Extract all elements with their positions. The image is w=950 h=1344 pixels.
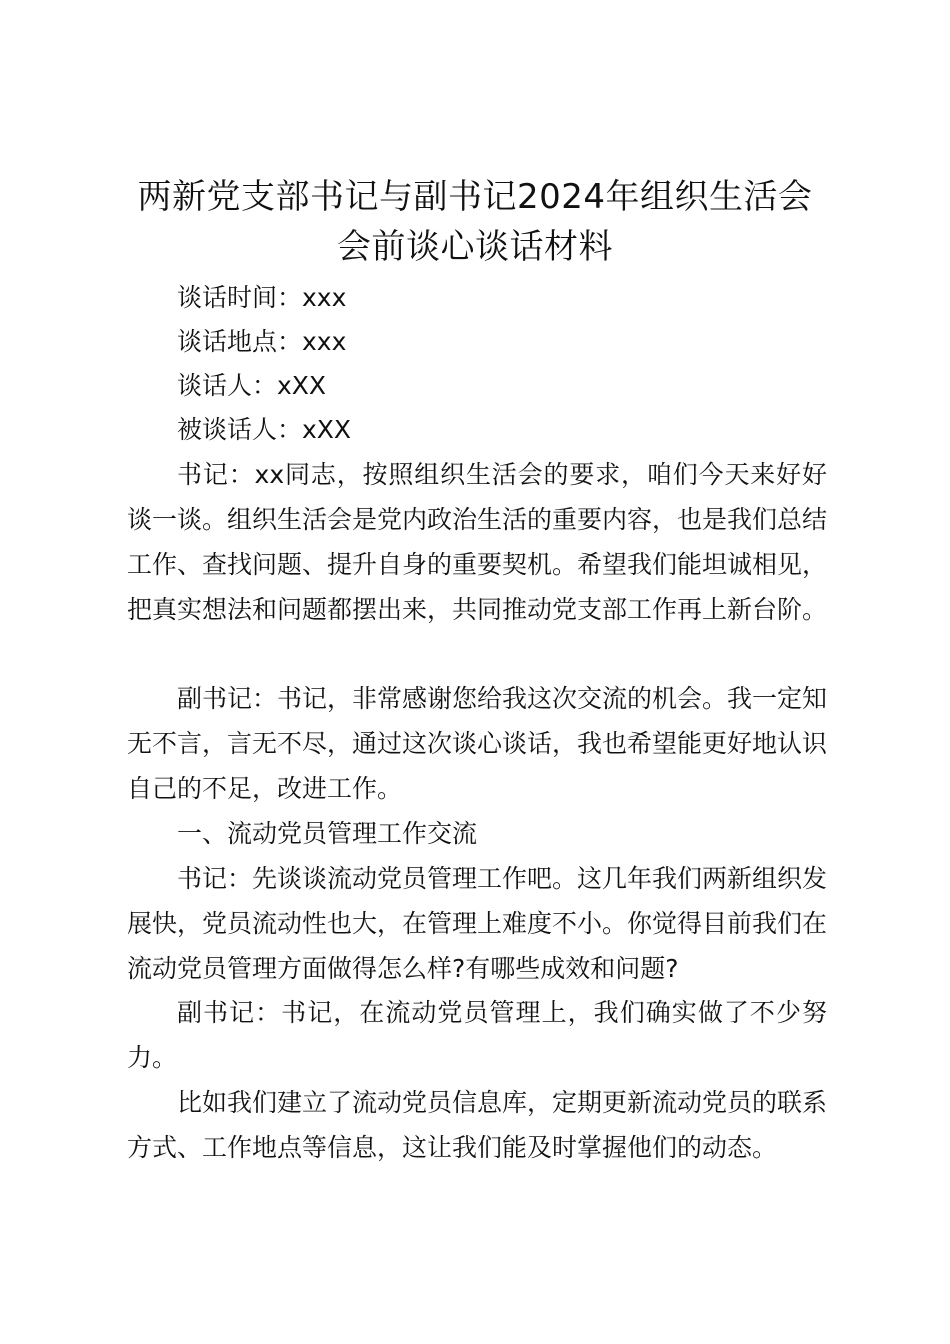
document-title-line-1: 两新党支部书记与副书记2024年组织生活会 — [137, 177, 813, 217]
paragraph-secretary-question: 书记：先谈谈流动党员管理工作吧。这几年我们两新组织发展快，党员流动性也大，在管理上难度不小。你觉得目前我们在流动党员管理方面做得怎么样?有哪些成效和问题? — [127, 864, 828, 983]
paragraph-deputy-answer: 副书记：书记，在流动党员管理上，我们确实做了不少努力。 — [127, 998, 827, 1072]
paragraph-secretary-opening: 书记：xx同志，按照组织生活会的要求，咱们今天来好好谈一谈。组织生活会是党内政治生活的重要内容，也是我们总结工作、查找问题、提升自身的重要契机。希望我们能坦诚相见，把真实想法和问题都摆出来，共同推动党支部工作再上新台阶。 — [127, 460, 828, 624]
paragraph-deputy-reply: 副书记：书记，非常感谢您给我这次交流的机会。我一定知无不言，言无不尽，通过这次谈心谈话，我也希望能更好地认识自己的不足，改进工作。 — [127, 684, 828, 803]
document-title-line-2: 会前谈心谈话材料 — [337, 227, 613, 267]
section-heading-mobile-members: 一、流动党员管理工作交流 — [177, 819, 478, 848]
meta-talk-speaker: 谈话人：xXX — [177, 371, 327, 400]
meta-talk-time: 谈话时间：xxx — [177, 283, 347, 312]
meta-talk-place: 谈话地点：xxx — [177, 327, 347, 356]
paragraph-deputy-example: 比如我们建立了流动党员信息库，定期更新流动党员的联系方式、工作地点等信息，这让我们能及时掌握他们的动态。 — [127, 1088, 828, 1162]
meta-talk-listener: 被谈话人：xXX — [177, 415, 352, 444]
